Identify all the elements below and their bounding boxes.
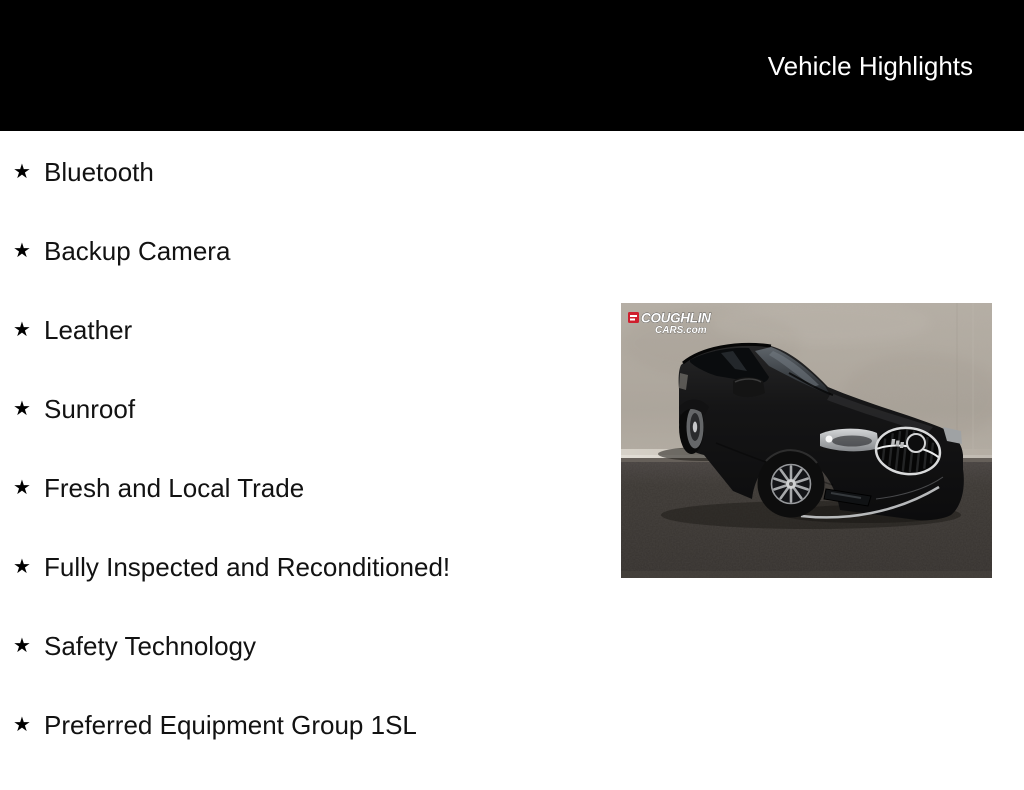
star-icon: ★ xyxy=(13,319,31,341)
star-icon: ★ xyxy=(13,635,31,657)
highlight-label: Leather xyxy=(44,314,133,345)
list-item xyxy=(13,237,450,265)
list-item xyxy=(13,395,450,423)
vehicle-photo-image xyxy=(621,303,992,578)
list-item xyxy=(13,553,450,581)
highlight-label: Backup Camera xyxy=(44,235,231,266)
vehicle-photo xyxy=(621,303,992,578)
list-item xyxy=(13,316,450,344)
highlight-label: Bluetooth xyxy=(44,156,154,187)
star-icon: ★ xyxy=(13,714,31,736)
highlight-label: Preferred Equipment Group 1SL xyxy=(44,709,417,740)
highlights-list xyxy=(13,158,450,790)
highlight-label: Safety Technology xyxy=(44,630,256,661)
dealer-logo-icon xyxy=(628,312,639,323)
watermark-suffix: CARS.com xyxy=(655,325,707,336)
car-front-wheel xyxy=(758,450,825,517)
header-bar xyxy=(0,0,1024,131)
highlight-label: Fresh and Local Trade xyxy=(44,472,305,503)
highlight-label: Fully Inspected and Reconditioned! xyxy=(44,551,451,582)
watermark-brand: COUGHLIN xyxy=(641,310,711,326)
star-icon: ★ xyxy=(13,556,31,578)
page-title: Vehicle Highlights xyxy=(767,51,973,81)
star-icon: ★ xyxy=(13,240,31,262)
list-item xyxy=(13,711,450,739)
star-icon: ★ xyxy=(13,398,31,420)
highlight-label: Sunroof xyxy=(44,393,136,424)
star-icon: ★ xyxy=(13,477,31,499)
list-item xyxy=(13,474,450,502)
list-item xyxy=(13,158,450,186)
list-item xyxy=(13,632,450,660)
star-icon: ★ xyxy=(13,161,31,183)
